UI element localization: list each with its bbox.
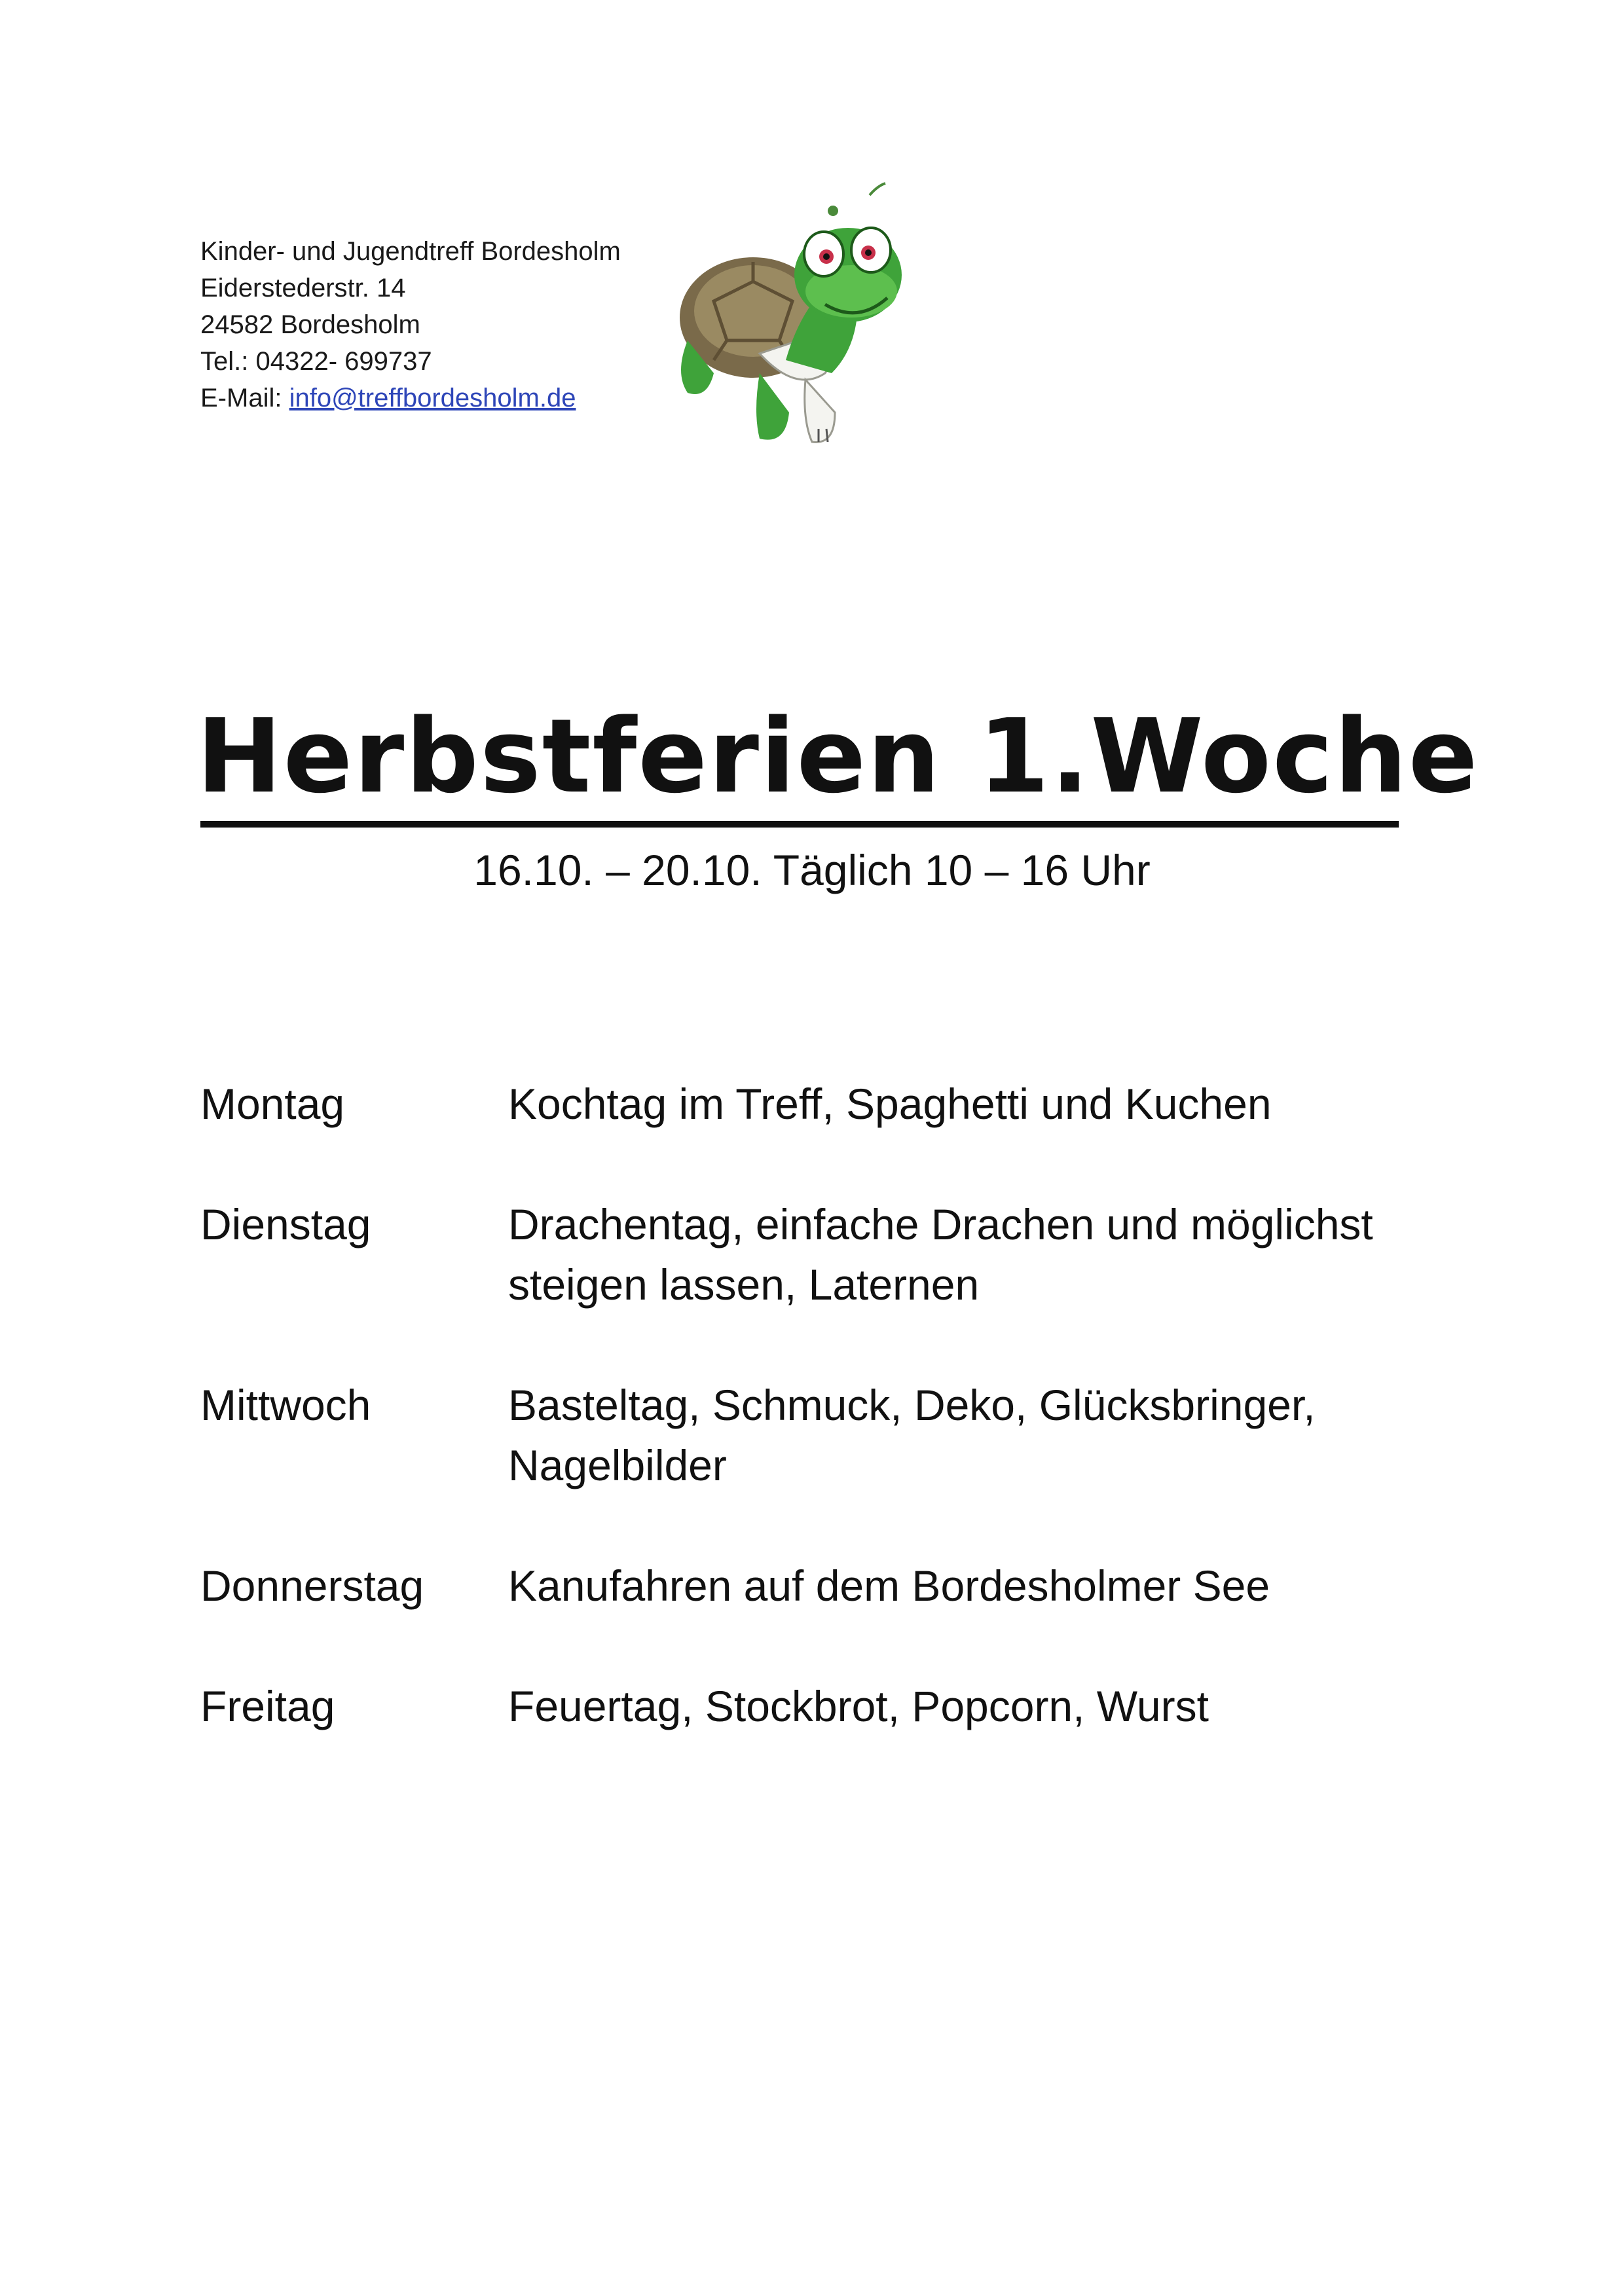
schedule-day: Donnerstag (200, 1561, 424, 1610)
schedule-row-mittwoch (200, 1375, 1445, 1556)
weekly-schedule (200, 1074, 1445, 1796)
schedule-activity: Feuertag, Stockbrot, Popcorn, Wurst (508, 1682, 1209, 1730)
schedule-activity: Drachentag, einfache Drachen und möglichst steigen lassen, Laternen (508, 1200, 1373, 1309)
schedule-day: Dienstag (200, 1200, 371, 1248)
city-address: 24582 Bordesholm (200, 310, 420, 339)
schedule-activity: Kochtag im Treff, Spaghetti und Kuchen (508, 1080, 1272, 1128)
email-line (200, 380, 659, 416)
schedule-activity: Kanufahren auf dem Bordesholmer See (508, 1561, 1270, 1610)
turtle-icon (661, 177, 910, 452)
date-time-subtitle: 16.10. – 20.10. Täglich 10 – 16 Uhr (473, 846, 1151, 894)
page-title: Herbstferien 1.Woche (196, 697, 1479, 816)
schedule-row-dienstag (200, 1194, 1445, 1375)
schedule-row-donnerstag (200, 1556, 1445, 1676)
schedule-row-montag (200, 1074, 1445, 1194)
schedule-day: Mittwoch (200, 1381, 371, 1429)
org-name: Kinder- und Jugendtreff Bordesholm (200, 237, 621, 266)
schedule-day: Montag (200, 1080, 345, 1128)
email-link[interactable]: info@treffbordesholm.de (289, 384, 576, 412)
schedule-activity: Basteltag, Schmuck, Deko, Glücksbringer, Nagelbilder (508, 1381, 1316, 1489)
schedule-row-freitag (200, 1676, 1445, 1796)
schedule-day: Freitag (200, 1682, 335, 1730)
email-label: E-Mail: (200, 384, 289, 412)
organization-address (200, 233, 659, 416)
street-address: Eiderstederstr. 14 (200, 274, 406, 302)
phone-number: Tel.: 04322- 699737 (200, 347, 432, 376)
title-underline (200, 821, 1399, 828)
